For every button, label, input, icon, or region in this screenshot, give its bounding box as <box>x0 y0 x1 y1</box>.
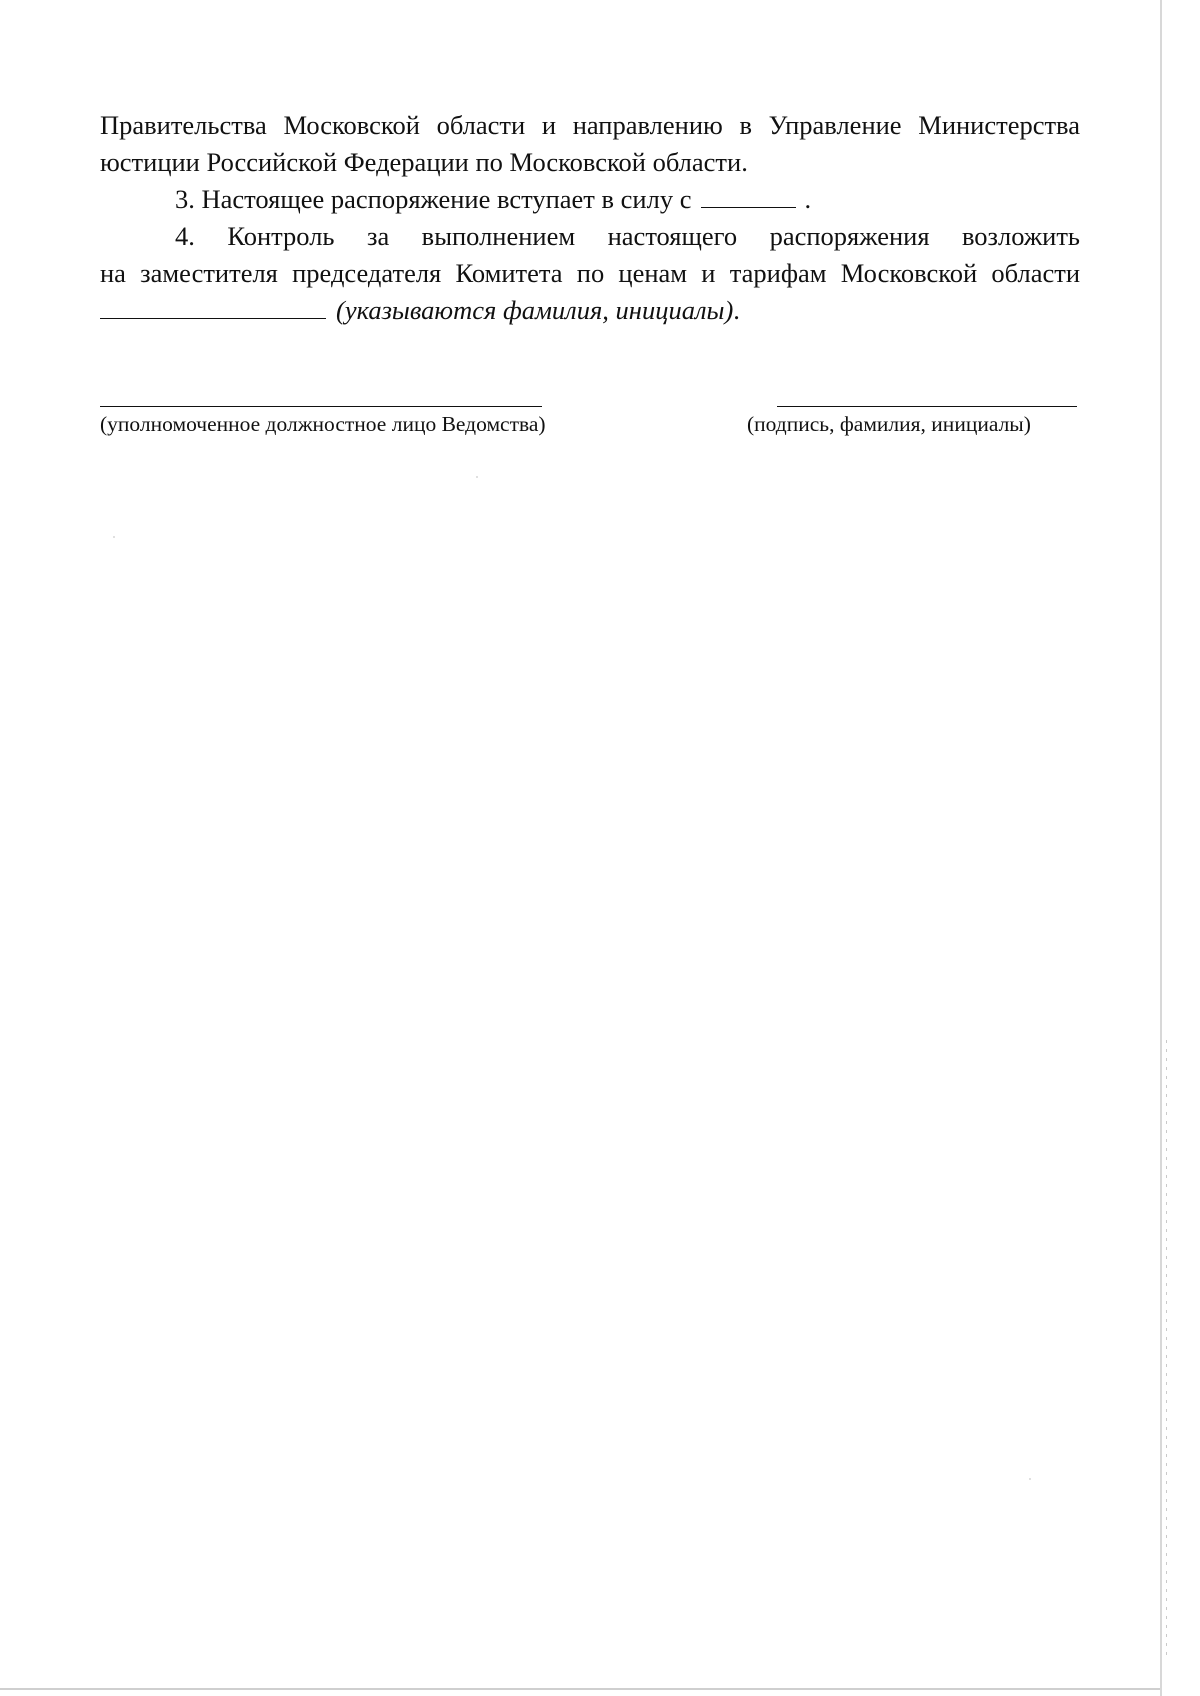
document-body <box>100 107 1080 329</box>
official-signature-line <box>100 406 542 407</box>
paragraph-3-text: 3. Настоящее распоряжение вступает в силу с <box>175 184 692 214</box>
scan-speck <box>476 476 478 478</box>
signature-caption: (подпись, фамилия, инициалы) <box>747 412 1031 436</box>
scan-border-right-dots <box>1166 1040 1167 1660</box>
scan-border-bottom <box>0 1688 1160 1690</box>
signature-name-line <box>777 406 1077 407</box>
effective-date-blank <box>701 182 796 208</box>
scan-border-right <box>1160 0 1162 1696</box>
paragraph-4-end: . <box>733 295 740 325</box>
scan-speck <box>1029 1478 1031 1480</box>
paragraph-4-line-3 <box>100 292 1080 329</box>
paragraph-4-line-1: 4. Контроль за выполнением настоящего распоряжения возложить <box>175 221 1080 251</box>
paragraph-4-line-2: на заместителя председателя Комитета по ценам и тарифам Московской области <box>100 258 1080 288</box>
paragraph-continuation-line-2: юстиции Российской Федерации по Московской области. <box>100 147 748 177</box>
paragraph-3-end: . <box>804 184 812 214</box>
paragraph-3 <box>100 181 1080 218</box>
deputy-name-blank <box>100 293 326 319</box>
paragraph-continuation-line-1: Правительства Московской области и направлению в Управление Министерства <box>100 110 1080 140</box>
official-caption: (уполномоченное должностное лицо Ведомства) <box>100 412 546 436</box>
paragraph-4-italic-note: (указываются фамилия, инициалы) <box>336 295 734 325</box>
scan-speck <box>113 536 115 538</box>
